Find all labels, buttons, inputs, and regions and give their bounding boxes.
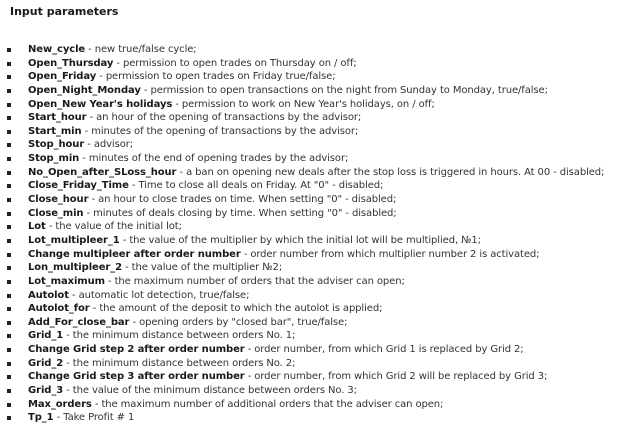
separator: - bbox=[119, 234, 130, 246]
list-item bbox=[0, 370, 624, 384]
bullet-icon bbox=[7, 280, 11, 284]
bullet-icon bbox=[7, 103, 11, 107]
bullet-icon bbox=[7, 294, 11, 298]
param-description: the maximum number of additional orders that the adviser can open; bbox=[101, 398, 444, 410]
param-description: the value of the initial lot; bbox=[55, 221, 182, 233]
param-description: permission to open transactions on the night from Sunday to Monday, true/false; bbox=[150, 84, 548, 96]
bullet-icon bbox=[7, 157, 11, 161]
separator: - bbox=[53, 412, 64, 424]
separator: - bbox=[86, 112, 97, 124]
separator: - bbox=[45, 221, 56, 233]
param-description: minutes of the opening of transactions by the advisor; bbox=[91, 125, 359, 137]
bullet-icon bbox=[7, 143, 11, 147]
param-name: Open_Night_Monday bbox=[28, 84, 141, 96]
separator: - bbox=[79, 153, 89, 165]
separator: - bbox=[63, 385, 73, 397]
list-item bbox=[0, 398, 624, 412]
param-name: Grid_1 bbox=[28, 330, 64, 342]
param-name: Lot_maximum bbox=[28, 275, 105, 287]
separator: - bbox=[85, 44, 95, 55]
param-description: the value of the minimum distance between orders No. 3; bbox=[72, 385, 357, 397]
list-item bbox=[0, 384, 624, 398]
list-item bbox=[0, 329, 624, 343]
bullet-icon bbox=[7, 362, 11, 366]
list-item bbox=[0, 125, 624, 139]
param-name: Grid_3 bbox=[28, 385, 64, 397]
param-description: the minimum distance between orders No. 2; bbox=[72, 357, 296, 369]
param-description: an hour of the opening of transactions by the advisor; bbox=[96, 112, 362, 124]
bullet-icon bbox=[7, 212, 11, 216]
param-name: Stop_hour bbox=[28, 139, 85, 151]
list-item bbox=[0, 302, 624, 316]
param-description: an hour to close trades on time. When setting "0" - disabled; bbox=[98, 194, 397, 206]
param-description: permission to work on New Year's holidays, on / off; bbox=[181, 98, 435, 110]
bullet-icon bbox=[7, 225, 11, 229]
bullet-icon bbox=[7, 416, 11, 420]
param-description: opening orders by "closed bar", true/false; bbox=[139, 316, 348, 328]
bullet-icon bbox=[7, 116, 11, 120]
param-description: Time to close all deals on Friday. At "0" - disabled; bbox=[138, 180, 384, 192]
list-item bbox=[0, 248, 624, 262]
param-name: Grid_2 bbox=[28, 357, 64, 369]
list-item bbox=[0, 111, 624, 125]
separator: - bbox=[113, 57, 123, 69]
list-item bbox=[0, 166, 624, 180]
param-description: minutes of the end of opening trades by the advisor; bbox=[88, 153, 349, 165]
param-name: Close_Friday_Time bbox=[28, 180, 129, 192]
list-item bbox=[0, 220, 624, 234]
separator: - bbox=[68, 289, 79, 301]
param-name: Close_min bbox=[28, 207, 84, 219]
param-name: Max_orders bbox=[28, 398, 92, 410]
param-name: Autolot_for bbox=[28, 303, 90, 315]
param-description: the value of the multiplier by which the initial lot will be multiplied, №1; bbox=[129, 234, 481, 246]
list-item bbox=[0, 98, 624, 112]
param-name: Lot_multipleer_1 bbox=[28, 234, 120, 246]
param-name: Open_New Year's holidays bbox=[28, 98, 173, 110]
bullet-icon bbox=[7, 198, 11, 202]
separator: - bbox=[81, 125, 92, 137]
param-name: Add_For_close_bar bbox=[28, 316, 130, 328]
separator: - bbox=[91, 398, 102, 410]
separator: - bbox=[89, 303, 100, 315]
list-item bbox=[0, 343, 624, 357]
param-name: Lon_multipleer_2 bbox=[28, 262, 122, 274]
param-name: Change Grid step 3 after order number bbox=[28, 371, 245, 383]
param-name: New_cycle bbox=[28, 44, 86, 55]
bullet-icon bbox=[7, 348, 11, 352]
param-description: new true/false cycle; bbox=[94, 44, 197, 55]
separator: - bbox=[88, 194, 99, 206]
list-item bbox=[0, 84, 624, 98]
bullet-icon bbox=[7, 239, 11, 243]
separator: - bbox=[244, 371, 255, 383]
separator: - bbox=[128, 180, 139, 192]
separator: - bbox=[176, 166, 187, 178]
param-description: permission to open trades on Friday true/false; bbox=[105, 71, 336, 83]
param-name: Change multipleer after order number bbox=[28, 248, 241, 260]
param-description: minutes of deals closing by time. When setting "0" - disabled; bbox=[93, 207, 397, 219]
bullet-icon bbox=[7, 321, 11, 325]
separator: - bbox=[84, 139, 94, 151]
param-description: the maximum number of orders that the adviser can open; bbox=[114, 275, 405, 287]
list-item bbox=[0, 152, 624, 166]
parameter-list bbox=[0, 43, 624, 425]
bullet-icon bbox=[7, 307, 11, 311]
bullet-icon bbox=[7, 334, 11, 338]
list-item bbox=[0, 193, 624, 207]
list-item bbox=[0, 289, 624, 303]
separator: - bbox=[96, 71, 106, 83]
separator: - bbox=[172, 98, 182, 110]
bullet-icon bbox=[7, 266, 11, 270]
param-name: Lot bbox=[28, 221, 46, 233]
list-item bbox=[0, 357, 624, 371]
bullet-icon bbox=[7, 253, 11, 257]
param-description: Take Profit # 1 bbox=[63, 412, 135, 424]
param-name: Autolot bbox=[28, 289, 69, 301]
bullet-icon bbox=[7, 389, 11, 393]
param-name: Start_min bbox=[28, 125, 82, 137]
param-name: Change Grid step 2 after order number bbox=[28, 344, 245, 356]
bullet-icon bbox=[7, 48, 11, 52]
param-description: the minimum distance between orders No. 1; bbox=[72, 330, 296, 342]
list-item bbox=[0, 70, 624, 84]
bullet-icon bbox=[7, 130, 11, 134]
param-name: Stop_min bbox=[28, 153, 80, 165]
separator: - bbox=[240, 248, 251, 260]
list-item bbox=[0, 411, 624, 425]
param-name: Open_Friday bbox=[28, 71, 97, 83]
bullet-icon bbox=[7, 184, 11, 188]
list-item bbox=[0, 261, 624, 275]
param-description: the amount of the deposit to which the autolot is applied; bbox=[99, 303, 383, 315]
param-name: Tp_1 bbox=[28, 412, 54, 424]
param-description: permission to open trades on Thursday on / off; bbox=[123, 57, 357, 69]
separator: - bbox=[63, 357, 73, 369]
list-item bbox=[0, 57, 624, 71]
bullet-icon bbox=[7, 403, 11, 407]
param-description: the value of the multiplier №2; bbox=[131, 262, 283, 274]
param-description: a ban on opening new deals after the stop loss is triggered in hours. At 00 - disabled; bbox=[186, 166, 605, 178]
param-description: order number, from which Grid 2 will be replaced by Grid 3; bbox=[254, 371, 548, 383]
separator: - bbox=[121, 262, 132, 274]
list-item bbox=[0, 138, 624, 152]
separator: - bbox=[83, 207, 94, 219]
separator: - bbox=[244, 344, 255, 356]
list-item bbox=[0, 207, 624, 221]
list-item bbox=[0, 234, 624, 248]
param-name: Start_hour bbox=[28, 112, 87, 124]
bullet-icon bbox=[7, 75, 11, 79]
page-title: Input parameters bbox=[10, 5, 119, 18]
bullet-icon bbox=[7, 62, 11, 66]
list-item bbox=[0, 43, 624, 57]
list-item bbox=[0, 179, 624, 193]
bullet-icon bbox=[7, 171, 11, 175]
param-description: order number from which multiplier number 2 is activated; bbox=[250, 248, 540, 260]
param-name: Close_hour bbox=[28, 194, 89, 206]
param-name: Open_Thursday bbox=[28, 57, 114, 69]
list-item bbox=[0, 275, 624, 289]
separator: - bbox=[140, 84, 151, 96]
param-description: order number, from which Grid 1 is replaced by Grid 2; bbox=[254, 344, 524, 356]
separator: - bbox=[63, 330, 73, 342]
separator: - bbox=[104, 275, 115, 287]
param-name: No_Open_after_SLoss_hour bbox=[28, 166, 177, 178]
separator: - bbox=[129, 316, 140, 328]
param-description: advisor; bbox=[93, 139, 134, 151]
param-description: automatic lot detection, true/false; bbox=[78, 289, 250, 301]
bullet-icon bbox=[7, 375, 11, 379]
list-item bbox=[0, 316, 624, 330]
bullet-icon bbox=[7, 89, 11, 93]
